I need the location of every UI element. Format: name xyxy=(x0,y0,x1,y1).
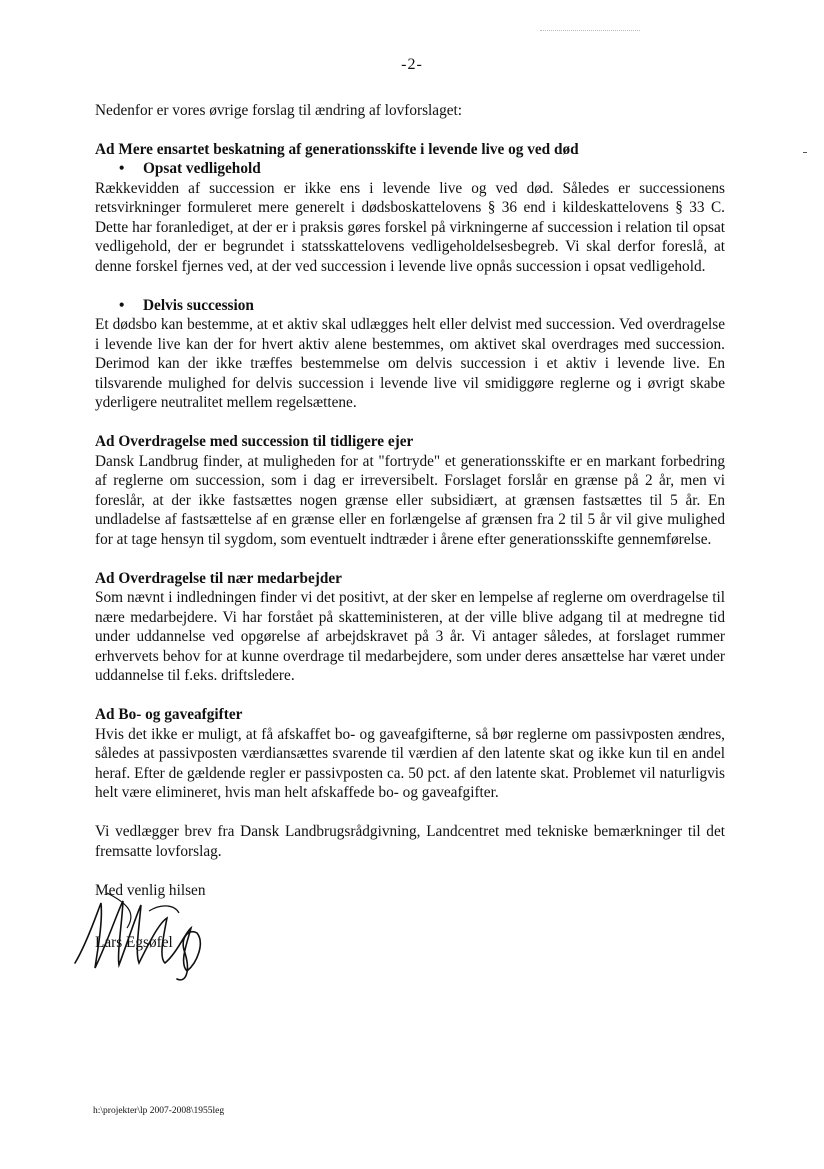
paragraph: Dansk Landbrug finder, at muligheden for at "fortryde" et generationsskifte er en markant forbedring af reglerne om succession, som i dag er irreversibelt. Forslaget forslår en grænse på 2 år, men vi foreslår, at der ikke fastsættes nogen grænse eller subsidiært, at grænsen fastsættes til 5 år. En undladelse af fastsættelse af en grænse eller en forlængelse af grænsen fra 2 til 5 år vil give mulighed for at tage hensyn til sygdom, som eventuelt indtræder i årene efter generationsskifte gennemførelse. xyxy=(95,452,725,548)
subsection-title: Opsat vedligehold xyxy=(143,160,261,177)
intro-text: Nedenfor er vores øvrige forslag til ændring af lovforslaget: xyxy=(95,102,463,119)
bullet-icon: • xyxy=(119,160,125,177)
letter-body xyxy=(95,101,725,991)
paragraph: Et dødsbo kan bestemme, at et aktiv skal udlægges helt eller delvist med succession. Ved overdragelse i levende live kan der for hvert aktiv alene bestemmes, om aktivet skal overdrages med succession. Derimod kan der ikke træffes bestemmelse om delvis succession i et aktiv i levende live. En tilsvarende mulighed for delvis succession i levende live vil smidiggøre reglerne og i øvrigt skabe yderligere neutralitet mellem regelsættene. xyxy=(95,316,725,411)
paragraph: Rækkevidden af succession er ikke ens i levende live og ved død. Således er successionens retsvirkninger formuleret mere generelt i dødsboskattelovens § 36 end i kildeskattelovens § 33 C. Dette har foranlediget, at der er i praksis gøres forskel på virkningerne af succession i relation til opsat vedligehold, der er begrundet i statsskattelovens vedligeholdelsesbegreb. Vi skal derfor foreslå, at denne forskel fjernes ved, at der ved succession i levende live opnås succession i opsat vedligehold. xyxy=(95,179,725,275)
file-path-footer: h:\projekter\lp 2007-2008\1955leg xyxy=(93,1106,225,1116)
greeting: Med venlig hilsen xyxy=(95,881,206,899)
page-number: -2- xyxy=(401,56,423,73)
handwritten-signature xyxy=(67,883,217,983)
signer-name: Lars Egsøfel xyxy=(95,933,173,951)
section-heading: Ad Bo- og gaveafgifter xyxy=(95,706,243,723)
scan-artifact xyxy=(540,30,640,33)
section-heading: Ad Overdragelse til nær medarbejder xyxy=(95,569,342,587)
section-heading: Ad Mere ensartet beskatning af generationsskifte i levende live og ved død xyxy=(95,140,579,158)
signature-block xyxy=(95,881,725,991)
paragraph: Som nævnt i indledningen finder vi det positivt, at der sker en lempelse af reglerne om overdragelse til nære medarbejdere. Vi har forstået på skatteministeren, at der ville blive adgang til at medregne tid under uddannelse ved opgørelse af arbejdskravet på 3 år. Vi antager således, at forslaget rummer erhvervets behov for at kunne overdrage til medarbejdere, som under deres ansættelse har været under uddannelse til f.eks. driftsledere. xyxy=(95,589,725,684)
section-heading: Ad Overdragelse med succession til tidligere ejer xyxy=(95,433,414,450)
paragraph: Hvis det ikke er muligt, at få afskaffet bo- og gaveafgifterne, så bør reglerne om passivposten ændres, således at passivposten værdiansættes svarende til værdien af den latente skat og ikke kun til en andel heraf. Efter de gældende regler er passivposten ca. 50 pct. af den latente skat. Problemet vil naturligvis helt være elimineret, hvis man helt afskaffede bo- og gaveafgifter. xyxy=(95,725,725,801)
bullet-icon: • xyxy=(119,296,125,314)
margin-mark xyxy=(803,152,807,153)
bullet-heading xyxy=(95,159,725,179)
closing-text: Vi vedlægger brev fra Dansk Landbrugsrådgivning, Landcentret med tekniske bemærkninger til det fremsatte lovforslag. xyxy=(95,823,725,860)
subsection-title: Delvis succession xyxy=(143,296,254,314)
bullet-heading xyxy=(95,296,725,316)
